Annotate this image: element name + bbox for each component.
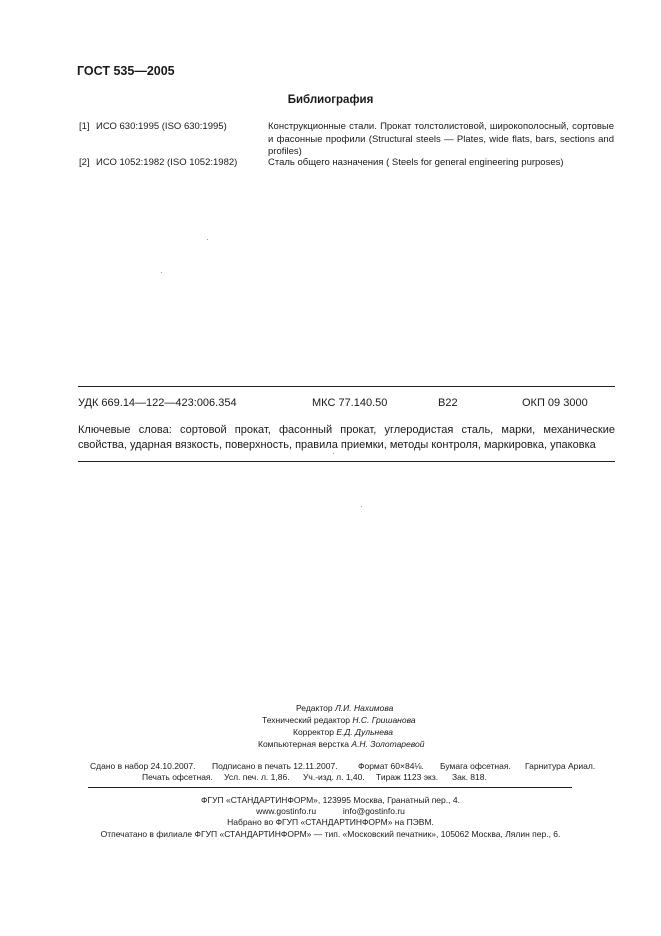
print-format: Формат 60×84⅛. (358, 761, 424, 771)
credit-corrector-role: Корректор (293, 727, 334, 737)
print-sheets: Усл. печ. л. 1,86. (224, 772, 290, 782)
bib-entry-2-number: [2] (79, 157, 90, 168)
publisher-email: info@gostinfo.ru (342, 806, 405, 816)
bibliography-title: Библиография (287, 94, 374, 106)
credit-tech-editor-name: Н.С. Гришанова (352, 715, 416, 725)
footer-divider (88, 787, 572, 788)
document-code: ГОСТ 535—2005 (77, 64, 175, 78)
scan-speck (361, 506, 362, 507)
print-run: Тираж 1123 экз. (376, 772, 439, 782)
credit-tech-editor-role: Технический редактор (262, 715, 350, 725)
print-sent: Сдано в набор 24.10.2007. (90, 761, 196, 771)
publisher-address: ФГУП «СТАНДАРТИНФОРМ», 123995 Москва, Гранатный пер., 4. (201, 795, 460, 805)
credit-tech-editor (262, 715, 416, 725)
bib-entry-1-standard: ИСО 630:1995 (ISO 630:1995) (96, 121, 227, 132)
print-order: Зак. 818. (452, 772, 487, 782)
credit-layout-name: А.Н. Золотаревой (351, 739, 425, 749)
publisher-typeset: Набрано во ФГУП «СТАНДАРТИНФОРМ» на ПЭВМ. (227, 817, 434, 827)
print-font: Гарнитура Ариал. (525, 761, 596, 771)
publisher-contacts (0, 806, 661, 816)
mks-code: МКС 77.140.50 (312, 397, 388, 409)
print-pub-sheets: Уч.-изд. л. 1,40. (303, 772, 365, 782)
credit-layout-role: Компьютерная верстка (258, 739, 350, 749)
scan-speck (207, 239, 208, 240)
scan-speck (161, 272, 162, 273)
credit-editor-name: Л.И. Нахимова (334, 703, 394, 713)
print-paper: Бумага офсетная. (440, 761, 511, 771)
publisher-printed: Отпечатано в филиале ФГУП «СТАНДАРТИНФОРМ» — тип. «Московский печатник», 105062 Москва, Лялин пер., 6. (100, 829, 561, 839)
scan-speck (333, 453, 334, 454)
credit-corrector (293, 727, 393, 737)
top-divider (78, 386, 615, 387)
bottom-divider (78, 461, 615, 462)
print-type: Печать офсетная. (142, 772, 213, 782)
okp-code: ОКП 09 3000 (522, 397, 588, 409)
print-signed: Подписано в печать 12.11.2007. (212, 761, 338, 771)
bib-entry-2-standard: ИСО 1052:1982 (ISO 1052:1982) (96, 157, 238, 168)
credit-editor (296, 703, 393, 713)
credit-layout (258, 739, 424, 749)
group-code: В22 (438, 397, 458, 409)
credit-editor-role: Редактор (296, 703, 333, 713)
credit-corrector-name: Е.Д. Дульнева (336, 727, 393, 737)
bib-entry-1-number: [1] (79, 121, 90, 132)
udk-code: УДК 669.14—122—423:006.354 (78, 397, 237, 409)
publisher-website: www.gostinfo.ru (256, 806, 317, 816)
keywords: Ключевые слова: сортовой прокат, фасонный прокат, углеродистая сталь, марки, механические свойства, ударная вязкость, поверхность, правила приемки, методы контроля, маркировка, упаковка (78, 424, 615, 451)
bib-entry-1-description: Конструкционные стали. Прокат толстолистовой, широкополосный, сортовые и фасонные профили (Structural steels — Plates, wide flats, bars, sections and profiles) (268, 121, 614, 157)
bib-entry-2-description: Сталь общего назначения ( Steels for general engineering purposes) (268, 157, 564, 168)
